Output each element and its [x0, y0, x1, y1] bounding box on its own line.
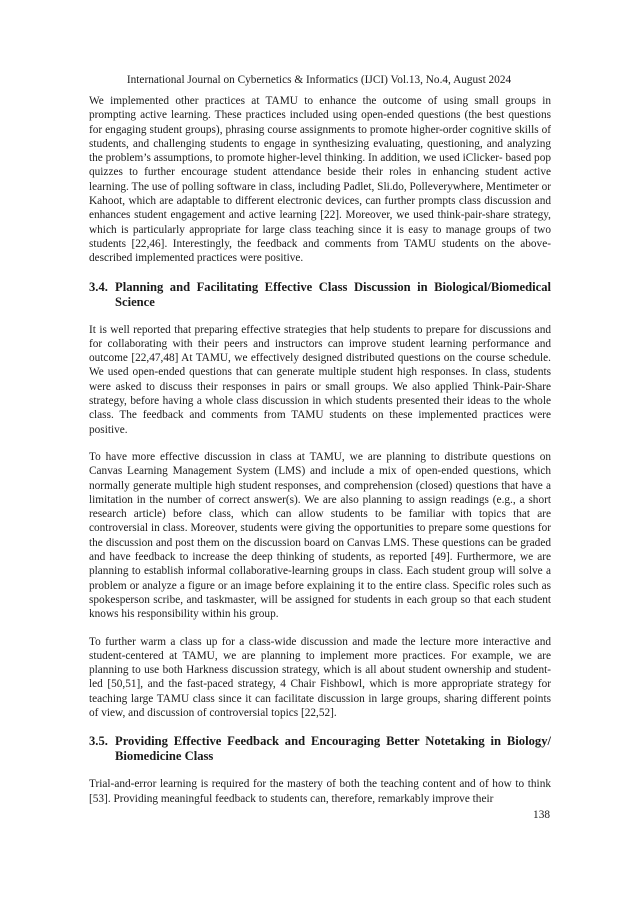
- running-header: International Journal on Cybernetics & Informatics (IJCI) Vol.13, No.4, August 2024: [126, 74, 512, 86]
- section-number: 3.4.: [89, 279, 108, 294]
- paragraph-warm-up: To further warm a class up for a class-wide discussion and made the lecture more interactive and student-centered at TAMU, we are planning to implement more practices. For example, we are planning to use both Harkness discussion strategy, which is all about student ownership and student-led [50,51], and the fast-paced strategy, 4 Chair Fishbowl, which is more appropriate strategy for teaching large TAMU class since it can facilitate discussion in large groups, sharing different points of view, and discussion of controversial topics [22,52].: [89, 635, 551, 719]
- section-title: Planning and Facilitating Effective Class Discussion in Biological/Biomedical Science: [115, 279, 551, 309]
- paragraph-discussion-strategies: It is well reported that preparing effective strategies that help students to prepare for discussions and for collaborating with their peers and instructors can improve student learning performance and outcome [22,47,48] At TAMU, we effectively designed distributed questions on the course schedule. We used open-ended questions that can generate multiple student high responses. In class, students were asked to discuss their responses in pairs or small groups. We also applied Think-Pair-Share strategy, before having a whole class discussion in which students presented their ideas to the whole class. The feedback and comments from TAMU students on these implemented practices were positive.: [89, 323, 551, 436]
- section-heading-3-5: [89, 734, 551, 764]
- main-text: [89, 94, 551, 806]
- paragraph-feedback: Trial-and-error learning is required for the mastery of both the teaching content and of how to think [53]. Providing meaningful feedback to students can, therefore, remarkably improve their: [89, 778, 551, 805]
- section-title: Providing Effective Feedback and Encouraging Better Notetaking in Biology/ Biomedicine Class: [115, 734, 551, 764]
- section-number: 3.5.: [89, 734, 108, 749]
- paragraph-canvas-plans: To have more effective discussion in class at TAMU, we are planning to distribute questions on Canvas Learning Management System (LMS) and include a mix of open-ended questions, which normally generate multiple high student responses, and comprehension (closed) questions that have a limitation in the number of correct answer(s). We are also planning to assign readings (e.g., a short research article) before class, which can allow students to be familiar with topics that are controversial in class. Moreover, students were giving the opportunities to prepare some questions for the discussion and post them on the discussion board on Canvas LMS. These questions can be graded and have feedback to increase the deep thinking of students, as reported [49]. Furthermore, we are planning to establish informal collaborative-learning groups in class. Each student group will solve a problem or analyze a figure or an image before explaining it to the entire class. Specific roles such as spokesperson scribe, and taskmaster, will be assigned for students in each group so that each student knows his responsibility within his group.: [89, 450, 551, 621]
- section-heading-3-4: [89, 280, 551, 310]
- page-number: 138: [533, 809, 550, 821]
- paragraph-small-groups: We implemented other practices at TAMU to enhance the outcome of using small groups in prompting active learning. These practices included using open-ended questions (the best questions for engaging student groups), phrasing course assignments to promote higher-order cognitive skills of students, and challenging students to engage in synthesizing evaluating, questioning, and analyzing the problem’s assumptions, to promote higher-level thinking. In addition, we used iClicker- based pop quizzes to further encourage student attendance beside their roles in enhancing student active learning. The use of polling software in class, including Padlet, Sli.do, Polleverywhere, Mentimeter or Kahoot, which are adaptable to different electronic devices, can further prompts class discussion and enhances student engagement and active learning [22]. Moreover, we used think-pair-share strategy, which is particularly appropriate for large class teaching since it is easy to manage groups of two students [22,46]. Interestingly, the feedback and comments from TAMU students on the above-described implemented practices were positive.: [89, 95, 551, 265]
